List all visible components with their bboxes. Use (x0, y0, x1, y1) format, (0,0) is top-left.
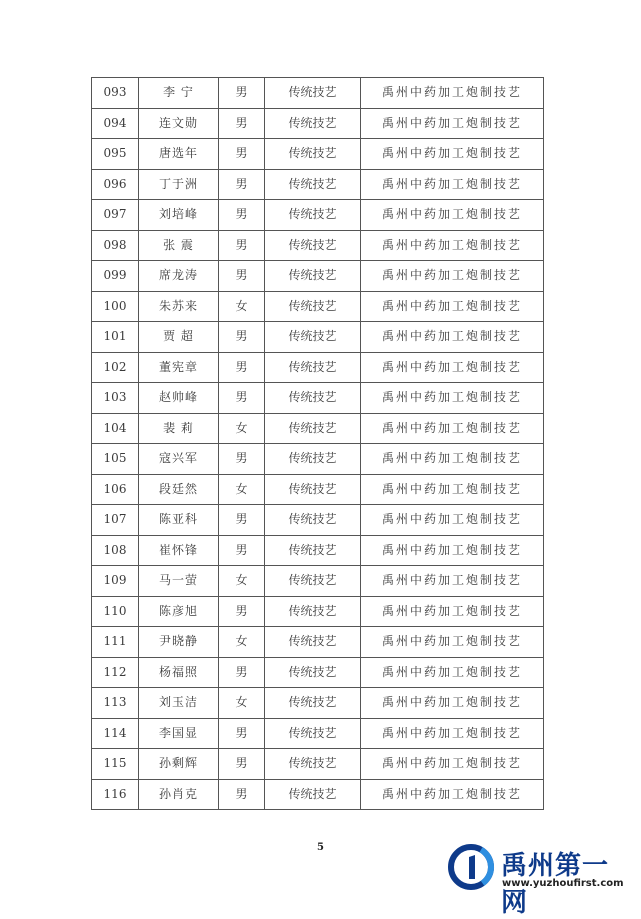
table-row (92, 139, 544, 170)
cell-no: 096 (92, 169, 139, 200)
watermark-url: www.yuzhoufirst.com (502, 878, 624, 889)
cell-name: 李 宁 (139, 78, 219, 109)
cell-name: 尹晓静 (139, 627, 219, 658)
cell-category: 传统技艺 (265, 535, 361, 566)
table-row (92, 596, 544, 627)
cell-category: 传统技艺 (265, 108, 361, 139)
table-row (92, 322, 544, 353)
table-row (92, 78, 544, 109)
cell-no: 097 (92, 200, 139, 231)
table-row (92, 505, 544, 536)
cell-sex: 女 (219, 291, 265, 322)
cell-sex: 男 (219, 657, 265, 688)
cell-sex: 男 (219, 444, 265, 475)
cell-sex: 男 (219, 352, 265, 383)
watermark-title: 禹州第一网 (501, 851, 610, 918)
cell-sex: 女 (219, 474, 265, 505)
cell-item: 禹州中药加工炮制技艺 (361, 139, 544, 170)
cell-item: 禹州中药加工炮制技艺 (361, 352, 544, 383)
cell-sex: 男 (219, 322, 265, 353)
cell-sex: 男 (219, 200, 265, 231)
cell-no: 115 (92, 749, 139, 780)
cell-sex: 男 (219, 169, 265, 200)
cell-category: 传统技艺 (265, 627, 361, 658)
table-body (92, 78, 544, 810)
cell-name: 陈彦旭 (139, 596, 219, 627)
cell-no: 100 (92, 291, 139, 322)
cell-item: 禹州中药加工炮制技艺 (361, 169, 544, 200)
cell-name: 马一萤 (139, 566, 219, 597)
cell-no: 099 (92, 261, 139, 292)
cell-sex: 女 (219, 413, 265, 444)
cell-no: 109 (92, 566, 139, 597)
cell-name: 寇兴军 (139, 444, 219, 475)
cell-item: 禹州中药加工炮制技艺 (361, 413, 544, 444)
table-row (92, 474, 544, 505)
cell-item: 禹州中药加工炮制技艺 (361, 78, 544, 109)
cell-name: 杨福照 (139, 657, 219, 688)
table-row (92, 169, 544, 200)
cell-name: 张 震 (139, 230, 219, 261)
cell-item: 禹州中药加工炮制技艺 (361, 596, 544, 627)
cell-category: 传统技艺 (265, 596, 361, 627)
cell-no: 107 (92, 505, 139, 536)
table-row (92, 779, 544, 810)
cell-category: 传统技艺 (265, 749, 361, 780)
inheritor-table (91, 77, 544, 810)
cell-item: 禹州中药加工炮制技艺 (361, 779, 544, 810)
cell-category: 传统技艺 (265, 230, 361, 261)
cell-category: 传统技艺 (265, 261, 361, 292)
cell-name: 段廷然 (139, 474, 219, 505)
site-watermark (447, 843, 627, 918)
cell-no: 111 (92, 627, 139, 658)
cell-item: 禹州中药加工炮制技艺 (361, 108, 544, 139)
table-row (92, 413, 544, 444)
table-row (92, 444, 544, 475)
cell-no: 106 (92, 474, 139, 505)
circle-one-logo-icon (447, 843, 495, 891)
cell-no: 104 (92, 413, 139, 444)
cell-sex: 男 (219, 749, 265, 780)
cell-item: 禹州中药加工炮制技艺 (361, 627, 544, 658)
table-row (92, 261, 544, 292)
cell-name: 赵帅峰 (139, 383, 219, 414)
cell-name: 连文勋 (139, 108, 219, 139)
cell-sex: 男 (219, 261, 265, 292)
cell-name: 孙剩辉 (139, 749, 219, 780)
cell-sex: 男 (219, 779, 265, 810)
cell-sex: 男 (219, 108, 265, 139)
cell-no: 112 (92, 657, 139, 688)
cell-no: 095 (92, 139, 139, 170)
cell-item: 禹州中药加工炮制技艺 (361, 718, 544, 749)
cell-name: 陈亚科 (139, 505, 219, 536)
cell-item: 禹州中药加工炮制技艺 (361, 505, 544, 536)
cell-category: 传统技艺 (265, 200, 361, 231)
cell-category: 传统技艺 (265, 139, 361, 170)
cell-no: 114 (92, 718, 139, 749)
cell-item: 禹州中药加工炮制技艺 (361, 688, 544, 719)
cell-item: 禹州中药加工炮制技艺 (361, 383, 544, 414)
cell-no: 094 (92, 108, 139, 139)
cell-name: 李国显 (139, 718, 219, 749)
table-row (92, 200, 544, 231)
cell-sex: 男 (219, 230, 265, 261)
cell-no: 103 (92, 383, 139, 414)
cell-name: 刘培峰 (139, 200, 219, 231)
table-row (92, 627, 544, 658)
cell-item: 禹州中药加工炮制技艺 (361, 230, 544, 261)
cell-no: 105 (92, 444, 139, 475)
cell-no: 093 (92, 78, 139, 109)
cell-name: 贾 超 (139, 322, 219, 353)
cell-no: 108 (92, 535, 139, 566)
cell-category: 传统技艺 (265, 291, 361, 322)
table-row (92, 535, 544, 566)
cell-no: 113 (92, 688, 139, 719)
cell-sex: 女 (219, 566, 265, 597)
cell-sex: 女 (219, 627, 265, 658)
table-row (92, 688, 544, 719)
table-row (92, 566, 544, 597)
cell-item: 禹州中药加工炮制技艺 (361, 535, 544, 566)
cell-sex: 男 (219, 78, 265, 109)
cell-item: 禹州中药加工炮制技艺 (361, 322, 544, 353)
page-number: 5 (317, 842, 324, 853)
cell-name: 董宪章 (139, 352, 219, 383)
cell-category: 传统技艺 (265, 657, 361, 688)
cell-category: 传统技艺 (265, 322, 361, 353)
table-row (92, 230, 544, 261)
cell-category: 传统技艺 (265, 383, 361, 414)
cell-category: 传统技艺 (265, 688, 361, 719)
cell-no: 098 (92, 230, 139, 261)
cell-category: 传统技艺 (265, 505, 361, 536)
cell-category: 传统技艺 (265, 169, 361, 200)
cell-category: 传统技艺 (265, 444, 361, 475)
cell-sex: 男 (219, 718, 265, 749)
cell-category: 传统技艺 (265, 78, 361, 109)
cell-sex: 女 (219, 688, 265, 719)
cell-name: 孙肖克 (139, 779, 219, 810)
table-row (92, 383, 544, 414)
cell-sex: 男 (219, 505, 265, 536)
cell-sex: 男 (219, 596, 265, 627)
cell-item: 禹州中药加工炮制技艺 (361, 261, 544, 292)
cell-no: 102 (92, 352, 139, 383)
cell-name: 裴 莉 (139, 413, 219, 444)
table-row (92, 718, 544, 749)
table-row (92, 291, 544, 322)
table-row (92, 108, 544, 139)
cell-item: 禹州中药加工炮制技艺 (361, 291, 544, 322)
cell-category: 传统技艺 (265, 779, 361, 810)
cell-item: 禹州中药加工炮制技艺 (361, 566, 544, 597)
cell-sex: 男 (219, 383, 265, 414)
table-row (92, 657, 544, 688)
cell-category: 传统技艺 (265, 352, 361, 383)
cell-name: 唐选年 (139, 139, 219, 170)
cell-item: 禹州中药加工炮制技艺 (361, 444, 544, 475)
cell-item: 禹州中药加工炮制技艺 (361, 474, 544, 505)
cell-category: 传统技艺 (265, 566, 361, 597)
cell-category: 传统技艺 (265, 718, 361, 749)
cell-category: 传统技艺 (265, 413, 361, 444)
cell-sex: 男 (219, 139, 265, 170)
cell-category: 传统技艺 (265, 474, 361, 505)
table-row (92, 352, 544, 383)
cell-name: 崔怀锋 (139, 535, 219, 566)
cell-sex: 男 (219, 535, 265, 566)
cell-item: 禹州中药加工炮制技艺 (361, 657, 544, 688)
table-row (92, 749, 544, 780)
cell-name: 朱苏来 (139, 291, 219, 322)
cell-no: 110 (92, 596, 139, 627)
cell-name: 丁于洲 (139, 169, 219, 200)
cell-item: 禹州中药加工炮制技艺 (361, 200, 544, 231)
cell-no: 101 (92, 322, 139, 353)
cell-no: 116 (92, 779, 139, 810)
cell-name: 刘玉洁 (139, 688, 219, 719)
cell-item: 禹州中药加工炮制技艺 (361, 749, 544, 780)
cell-name: 席龙涛 (139, 261, 219, 292)
